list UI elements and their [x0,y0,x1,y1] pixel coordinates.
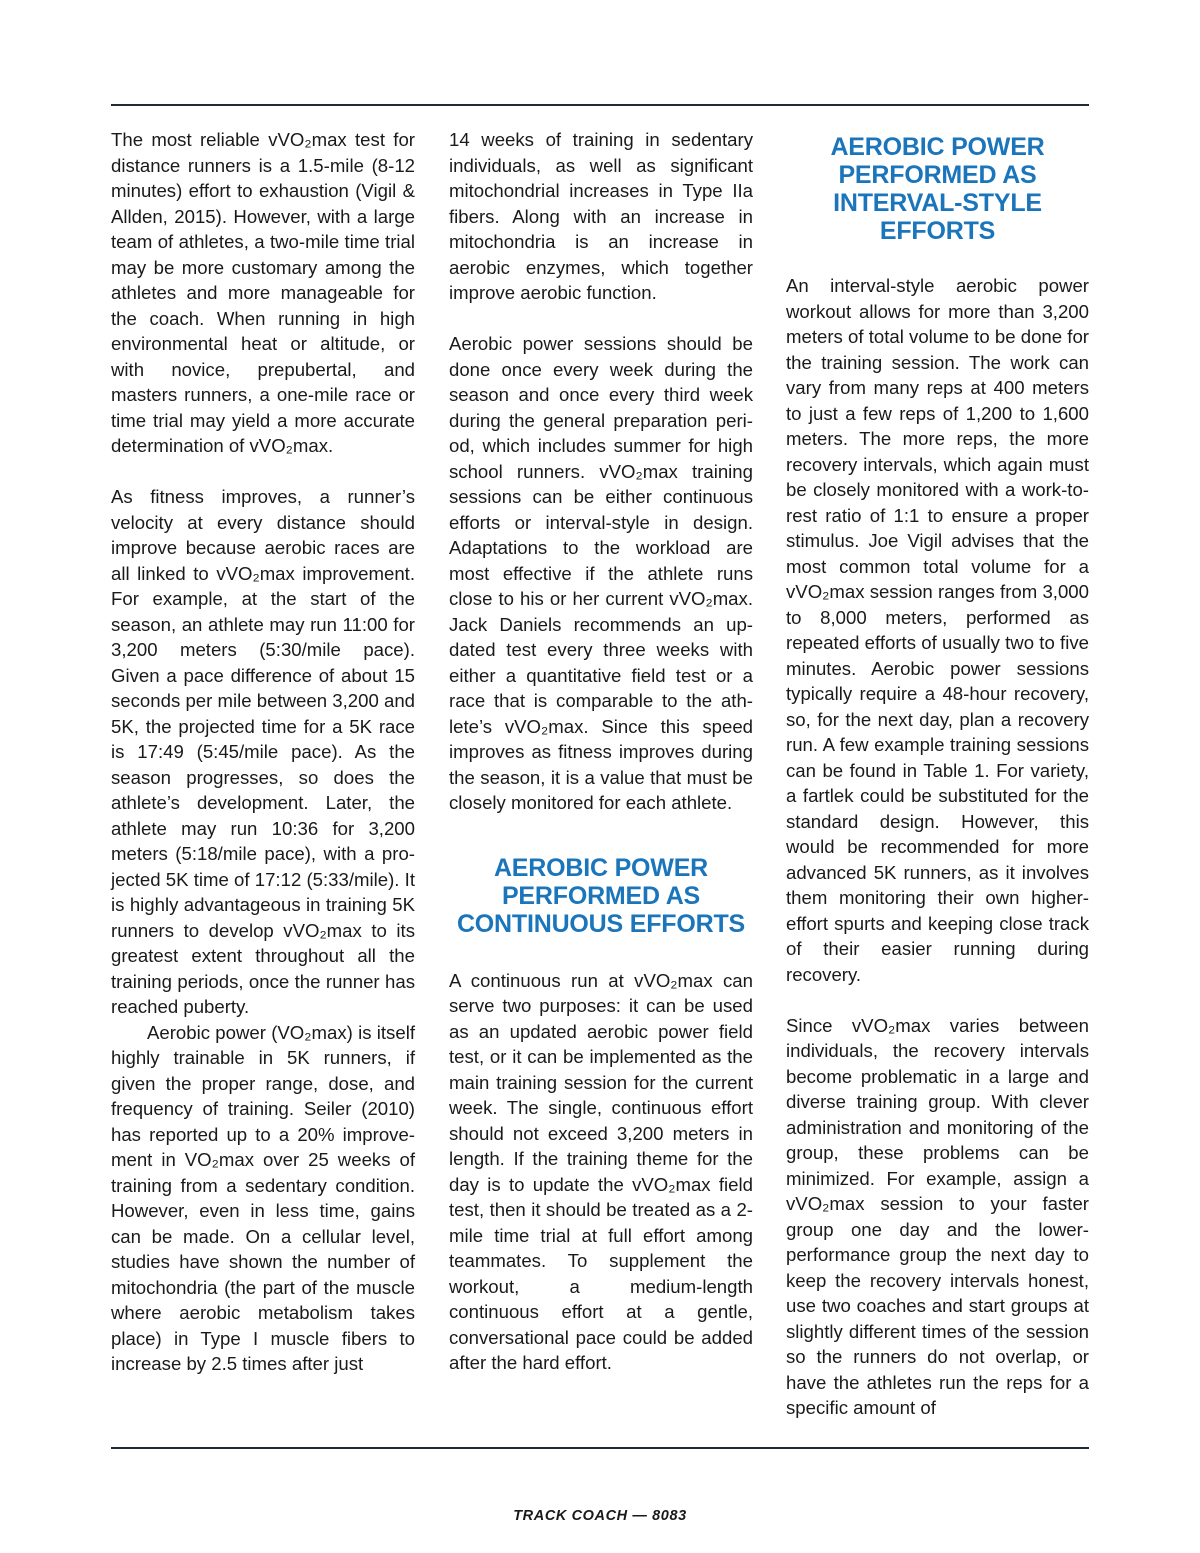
paragraph: Since vVO₂max varies between individuals, the recovery intervals become problematic in a large and diverse training group. With clever administration and monitoring of the group, these problems can be minimized. For example, assign a vVO₂max session to your faster group one day and the lower-performance group the next day to keep the recovery intervals honest, use two coaches and start groups at slightly different times of the session so the runners do not overlap, or have the athletes run the reps for a specific amount of [786,1014,1089,1418]
paragraph: Aerobic power sessions should be done once every week during the season and once every third week during the general preparation period, which includes summer for high school runners. vVO₂max training sessions can be either continuous efforts or interval-style in design. Adaptations to the workload are most effective if the athlete runs close to his or her current vVO₂max. Jack Daniels recommends an updated test every three weeks with either a quantitative field test or a race that is comparable to the athlete’s vVO₂max. Since this speed improves as fitness improves during the season, it is a value that must be closely monitored for each athlete. [449,333,753,813]
bottom-rule [111,1447,1089,1449]
column-1 [111,127,415,1377]
paragraph: 14 weeks of training in sedentary individuals, as well as significant mitochondrial increases in Type IIa fibers. Along with an increase in mitochondria is an increase in aerobic enzymes, which together improve aerobic function. [449,129,753,303]
page-footer: TRACK COACH — 8083 [513,1508,687,1524]
section-heading-interval: AEROBIC POWER PERFORMED AS INTERVAL-STYLE EFFORTS [830,133,1045,245]
paragraph: A continuous run at vVO₂max can serve two purposes: it can be used as an updated aerobic power field test, or it can be implemented as the main training session for the current week. The single, continuous effort should not exceed 3,200 meters in length. If the training theme for the day is to update the vVO₂max field test, then it should be treated as a 2-mile time trial at full effort among teammates. To supplement the workout, a medium-length continuous effort at a gentle, conversational pace could be added after the hard effort. [449,969,753,1373]
paragraph: As fitness improves, a runner’s velocity at every distance should improve because aerobic races are all linked to vVO₂max improvement. For example, at the start of the season, an athlete may run 11:00 for 3,200 meters (5:30/mile pace). Given a pace difference of about 15 seconds per mile between 3,200 and 5K, the projected time for a 5K race is 17:49 (5:45/mile pace). As the season progresses, so does the athlete’s development. Later, the athlete may run 10:36 for 3,200 meters (5:18/mile pace), with a projected 5K time of 17:12 (5:33/mile). It is highly advantageous in training 5K runners to develop vVO₂max to its greatest extent throughout all the training periods, once the runner has reached puberty. [111,486,415,1017]
paragraph: The most reliable vVO₂max test for distance runners is a 1.5-mile (8-12 minutes) effort to exhaustion (Vigil & Allden, 2015). However, with a large team of athletes, a two-mile time trial may be more customary among the athletes and more manageable for the coach. When running in high environmental heat or altitude, or with novice, prepubertal, and masters runners, a one-mile race or time trial may yield a more accurate determination of vVO₂max. [111,129,415,456]
paragraph: Aerobic power (VO₂max) is itself highly trainable in 5K runners, if given the proper range, dose, and frequency of training. Seiler (2010) has reported up to a 20% improvement in VO₂max over 25 weeks of training from a sedentary condition. However, even in less time, gains can be made. On a cellular level, studies have shown the number of mitochondria (the part of the muscle where aerobic metabolism takes place) in Type I muscle fibers to increase by 2.5 times after just [111,1021,415,1374]
column-2 [449,127,753,1376]
section-heading-continuous: AEROBIC POWER PERFORMED AS CONTINUOUS EFFORTS [456,853,746,938]
column-3 [786,127,1089,1421]
paragraph: An interval-style aerobic power workout allows for more than 3,200 meters of total volume to be done for the training session. The work can vary from many reps at 400 meters to just a few reps of 1,200 to 1,600 meters. The more reps, the more recovery intervals, which again must be closely monitored with a work-to-rest ratio of 1:1 to ensure a proper stimulus. Joe Vigil advises that the most common total volume for a vVO₂max session ranges from 3,000 to 8,000 meters, performed as repeated efforts of usually two to five minutes. Aerobic power sessions typically require a 48-hour recovery, so, for the next day, plan a recovery run. A few example training sessions can be found in Table 1. For variety, a fartlek could be substituted for the standard design. However, this would be recommended for more advanced 5K runners, as it involves them monitoring their own higher-effort spurts and keeping close track of their easier running during recovery. [786,275,1089,985]
top-rule [111,104,1089,106]
